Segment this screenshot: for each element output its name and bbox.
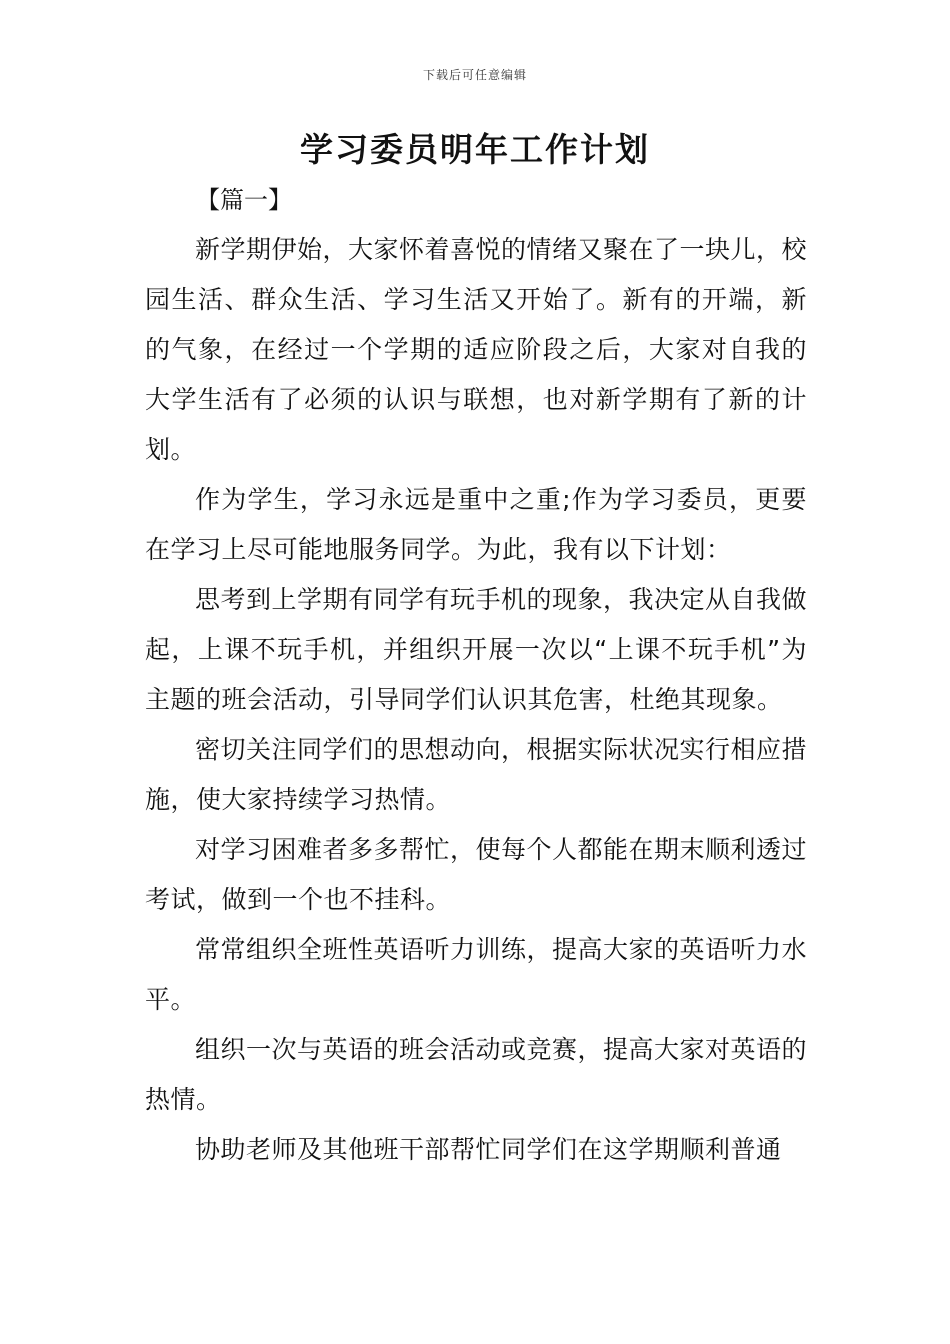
document-title: 学习委员明年工作计划 bbox=[300, 130, 650, 169]
paragraph: 作为学生，学习永远是重中之重;作为学习委员，更要在学习上尽可能地服务同学。为此，我有以下计划： bbox=[145, 485, 807, 564]
section-label: 【篇一】 bbox=[196, 186, 292, 214]
paragraph: 常常组织全班性英语听力训练，提高大家的英语听力水平。 bbox=[145, 935, 808, 1014]
paragraph: 新学期伊始，大家怀着喜悦的情绪又聚在了一块儿，校园生活、群众生活、学习生活又开始了。新有的开端，新的气象，在经过一个学期的适应阶段之后，大家对自我的大学生活有了必须的认识与联想，也对新学期有了新的计划。 bbox=[145, 235, 808, 464]
document-body bbox=[145, 225, 807, 1175]
paragraph: 思考到上学期有同学有玩手机的现象，我决定从自我做起，上课不玩手机，并组织开展一次以“上课不玩手机”为主题的班会活动，引导同学们认识其危害，杜绝其现象。 bbox=[145, 585, 808, 714]
paragraph: 组织一次与英语的班会活动或竞赛，提高大家对英语的热情。 bbox=[145, 1035, 808, 1114]
paragraph: 密切关注同学们的思想动向，根据实际状况实行相应措施，使大家持续学习热情。 bbox=[145, 735, 808, 814]
header-note: 下载后可任意编辑 bbox=[422, 68, 527, 82]
paragraph: 对学习困难者多多帮忙，使每个人都能在期末顺利透过考试，做到一个也不挂科。 bbox=[145, 835, 808, 914]
paragraph: 协助老师及其他班干部帮忙同学们在这学期顺利普通 bbox=[195, 1135, 782, 1164]
